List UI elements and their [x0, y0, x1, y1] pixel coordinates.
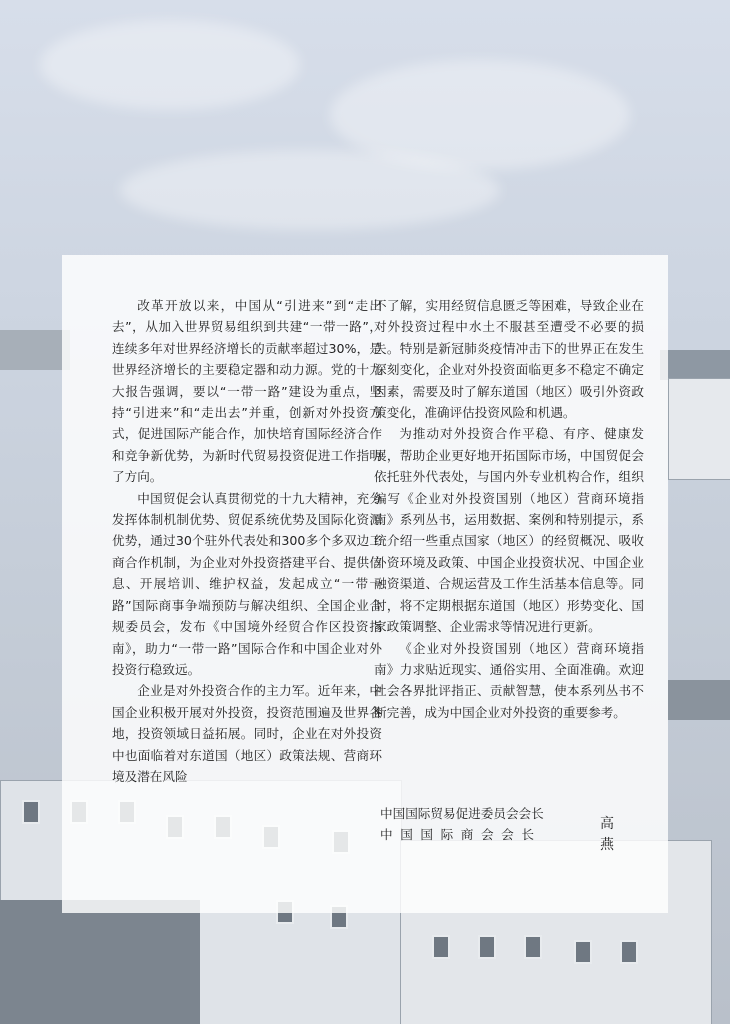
left-column	[112, 295, 382, 787]
paragraph: 中国贸促会认真贯彻党的十九大精神，充分发挥体制机制优势、贸促系统优势及国际化资源优势，通过30个驻外代表处和300多个多双边工商合作机制，为企业对外投资搭建平台、提供信息、开展培训、维护权益，发起成立“一带一路”国际商事争端预防与解决组织、全国企业合规委员会，发布《中国境外经贸合作区投资指南》，助力“一带一路”国际合作和中国企业对外投资行稳致远。	[112, 490, 382, 677]
paragraph: 为推动对外投资合作平稳、有序、健康发展，帮助企业更好地开拓国际市场，中国贸促会依托驻外代表处，与国内外专业机构合作，组织编写《企业对外投资国别（地区）营商环境指南》系列丛书，运用数据、案例和特别提示，系统介绍一些重点国家（地区）的经贸概况、吸收外资环境及政策、中国企业投资状况、中国企业融资渠道、合规运营及工作生活基本信息等。同时，将不定期根据东道国（地区）形势变化、国家政策调整、企业需求等情况进行更新。	[374, 426, 644, 635]
signature-block	[380, 803, 618, 853]
signature-title-2: 中国国际商会会长	[380, 827, 542, 842]
paragraph: 《企业对外投资国别（地区）营商环境指南》力求贴近现实、通俗实用、全面准确。欢迎社会各界批评指正、贡献智慧，使本系列丛书不断完善，成为中国企业对外投资的重要参考。	[374, 640, 644, 720]
signature-title-1: 中国国际贸易促进委员会会长	[380, 806, 544, 821]
paragraph: 企业是对外投资合作的主力军。近年来，中国企业积极开展对外投资，投资范围遍及世界各地，投资领域日益拓展。同时，企业在对外投资中也面临着对东道国（地区）政策法规、营商环境及潜在风险	[112, 683, 382, 784]
right-column	[374, 295, 644, 723]
signature-name: 高燕	[600, 816, 618, 853]
paragraph: 改革开放以来，中国从“引进来”到“走出去”，从加入世界贸易组织到共建“一带一路”，连续多年对世界经济增长的贡献率超过30%，是世界经济增长的主要稳定器和动力源。党的十九大报告强调，要以“一带一路”建设为重点，坚持“引进来”和“走出去”并重，创新对外投资方式，促进国际产能合作，加快培育国际经济合作和竞争新优势，为新时代贸易投资促进工作指明了方向。	[112, 298, 382, 485]
text-panel	[62, 255, 668, 913]
paragraph: 不了解，实用经贸信息匮乏等困难，导致企业在对外投资过程中水土不服甚至遭受不必要的损失。特别是新冠肺炎疫情冲击下的世界正在发生深刻变化，企业对外投资面临更多不稳定不确定因素，需要及时了解东道国（地区）吸引外资政策变化，准确评估投资风险和机遇。	[374, 298, 644, 421]
